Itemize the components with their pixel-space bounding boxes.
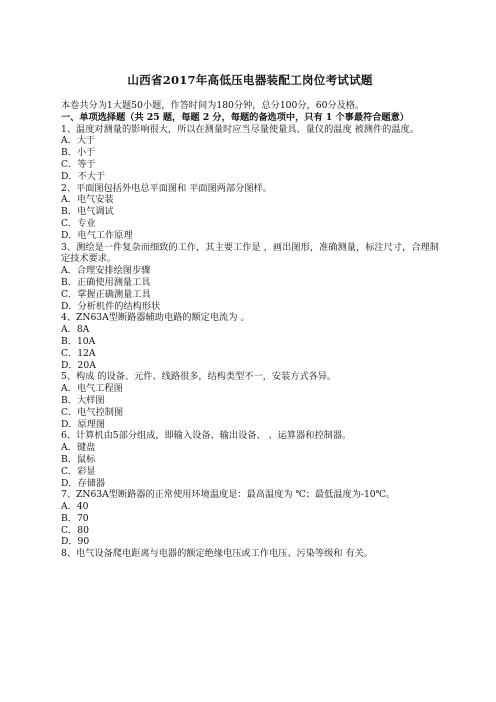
answer-option: B．70 — [61, 512, 89, 524]
question-stem: 2、平面图包括外电总平面图和 平面图两部分图样。 — [61, 182, 272, 194]
section-heading: 一、单项选择题（共 25 题，每题 2 分，每题的备选项中，只有 1 个事最符合题意） — [61, 111, 409, 123]
answer-option: C．电气控制图 — [61, 406, 124, 418]
question-stem: 5、构成 的设备、元件、线路很多，结构类型不一，安装方式各异。 — [61, 371, 337, 383]
answer-option: B．正确使用测量工具 — [61, 276, 151, 288]
answer-option: C．掌握正确测量工具 — [61, 288, 151, 300]
answer-option: C．12A — [61, 347, 96, 359]
answer-option: B．电气调试 — [61, 206, 114, 218]
answer-option: D．20A — [61, 359, 96, 371]
document-page — [61, 72, 439, 560]
answer-option: D．存储器 — [61, 477, 106, 489]
answer-option: B．大样图 — [61, 394, 105, 406]
answer-option: A．大于 — [61, 135, 96, 147]
document-intro: 本卷共分为1大题50小题，作答时间为180分钟，总分100分，60分及格。 — [61, 100, 365, 111]
question-stem: 7、ZN63A型断路器的正常使用环境温度是：最高温度为 ℃；最低温度为-10℃。 — [61, 489, 396, 501]
answer-option: D．分析机件的结构形状 — [61, 300, 161, 312]
answer-option: D．电气工作原理 — [61, 229, 133, 241]
question-stem: 8、电气设备爬电距离与电器的额定绝缘电压或工作电压、污染等级和 有关。 — [61, 548, 373, 560]
answer-option: C．专业 — [61, 217, 96, 229]
answer-option: A．电气安装 — [61, 194, 114, 206]
answer-option: B．10A — [61, 335, 96, 347]
question-stem: 3、测绘是一件复杂而细致的工作，其主要工作是 ，画出图形，准确测量，标注尺寸，合理制定技术要求。 — [61, 241, 439, 265]
question-stem: 4、ZN63A型断路器辅助电路的额定电流为 。 — [61, 312, 250, 324]
document-title: 山西省2017年高低压电器装配工岗位考试试题 — [127, 73, 373, 87]
answer-option: A．40 — [61, 501, 89, 513]
answer-option: D．90 — [61, 536, 90, 548]
answer-option: B．鼠标 — [61, 453, 96, 465]
answer-option: D．原理图 — [61, 418, 106, 430]
answer-option: D．不大于 — [61, 170, 106, 182]
answer-option: A．合理安排绘图步骤 — [61, 265, 151, 277]
answer-option: C．80 — [61, 524, 89, 536]
answer-option: C．彩显 — [61, 465, 96, 477]
question-stem: 1、温度对测量的影响很大，所以在测量时应当尽量使量具、量仪的温度 被测件的温度。 — [61, 123, 419, 135]
answer-option: C．等于 — [61, 158, 96, 170]
answer-option: B．小于 — [61, 147, 96, 159]
question-stem: 6、计算机由5部分组成，即输入设备、输出设备、 、运算器和控制器。 — [61, 430, 352, 442]
question-list — [61, 124, 439, 560]
answer-option: A．键盘 — [61, 442, 96, 454]
answer-option: A．8A — [61, 324, 90, 336]
answer-option: A．电气工程图 — [61, 383, 123, 395]
